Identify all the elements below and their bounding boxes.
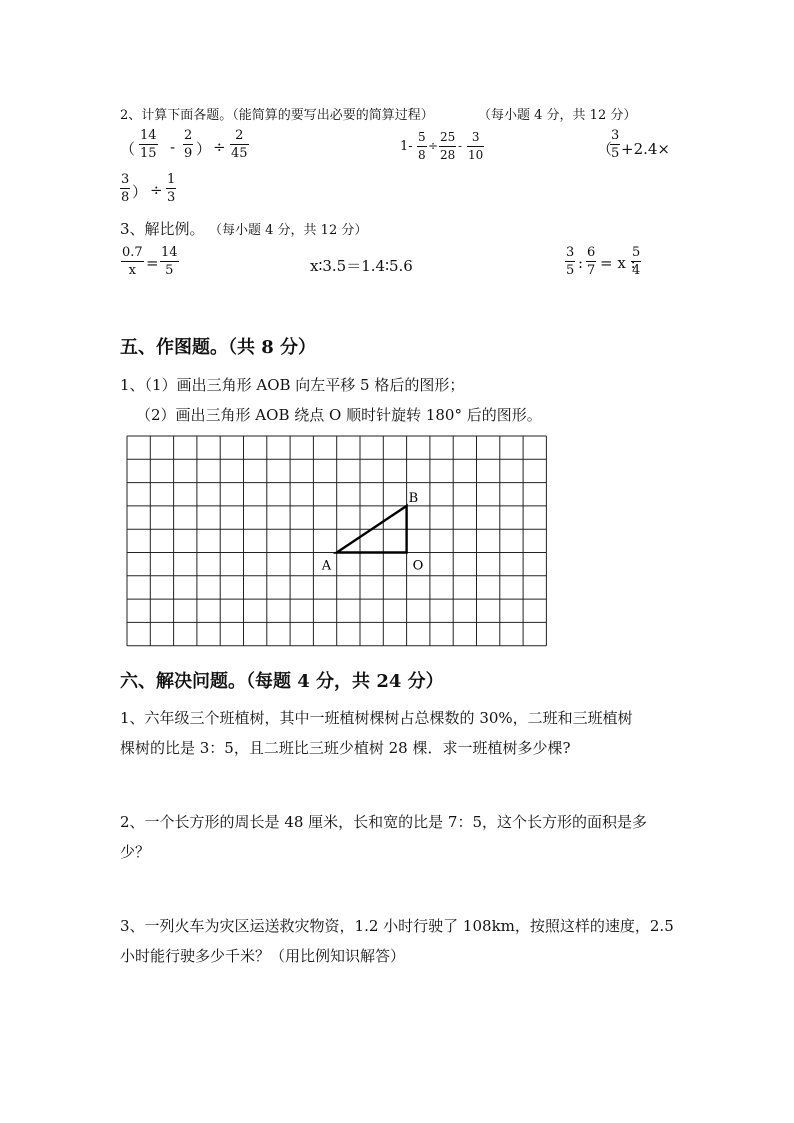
- divide-sign: ÷: [213, 138, 226, 156]
- fraction: 3 5: [566, 245, 575, 278]
- fraction: 6 7: [587, 245, 596, 278]
- point-label-a: A: [321, 558, 332, 574]
- section3-score: （每小题 4 分，共 12 分）: [209, 223, 368, 238]
- section6-q3-line2: 小时能行驶多少千米？（用比例知识解答）: [120, 947, 406, 965]
- open-paren: （: [120, 140, 136, 158]
- divide-sign: ÷: [150, 181, 163, 199]
- section6-q1-line2: 棵树的比是 3：5，且二班比三班少植树 28 棵．求一班植树多少棵?: [120, 739, 571, 757]
- section2-title: 2、计算下面各题。（能简算的要写出必要的简算过程）: [120, 108, 434, 123]
- equals-sign: =: [146, 254, 159, 272]
- minus-sign: -: [170, 138, 176, 156]
- section6-q3-line1: 3、一列火车为灾区运送救灾物资，1.2 小时行驶了 108km，按照这样的速度，2.5: [120, 917, 674, 935]
- equals-x-colon: = x :: [600, 254, 636, 272]
- section5-question-1: 1、（1）画出三角形 AOB 向左平移 5 格后的图形；: [120, 376, 465, 394]
- section5-heading: 五、作图题。（共 8 分）: [120, 337, 317, 358]
- section6-q1-line1: 1、六年级三个班植树，其中一班植树棵树占总棵数的 30%，二班和三班植树: [120, 709, 633, 727]
- fraction: 1 3: [167, 172, 176, 205]
- fraction: 5 8: [418, 130, 426, 162]
- fraction: 14 15: [140, 128, 157, 161]
- close-paren: ）: [196, 140, 212, 158]
- section6-q2-line1: 2、一个长方形的周长是 48 厘米，长和宽的比是 7：5，这个长方形的面积是多: [120, 813, 648, 831]
- section6-q2-line2: 少？: [120, 843, 151, 861]
- section6-heading: 六、解决问题。（每题 4 分，共 24 分）: [120, 671, 444, 692]
- minus-sign: -: [458, 139, 463, 153]
- section3-title: 3、解比例。: [120, 220, 205, 238]
- point-label-o: O: [412, 558, 424, 574]
- fraction: 3 10: [468, 130, 484, 162]
- point-label-b: B: [408, 490, 419, 506]
- fraction: 3 8: [121, 172, 130, 205]
- plus-times-term: +2.4×: [621, 140, 670, 158]
- fraction: 3 5: [611, 128, 620, 161]
- section2-score: （每小题 4 分，共 12 分）: [478, 108, 637, 123]
- grid-lines: [127, 436, 546, 646]
- fraction: 14 5: [161, 245, 178, 278]
- open-paren: （: [597, 140, 613, 158]
- close-paren: ）: [132, 183, 148, 201]
- fraction: 25 28: [440, 130, 456, 162]
- fraction: 5 4: [632, 245, 641, 278]
- section5-question-2: （2）画出三角形 AOB 绕点 O 顺时针旋转 180° 后的图形。: [136, 406, 542, 424]
- fraction: 0.7 x: [122, 245, 143, 278]
- fraction: 2 45: [231, 128, 248, 161]
- section3-problem-2: x∶3.5＝1.4∶5.6: [310, 257, 413, 275]
- divide-sign: ÷: [428, 139, 439, 153]
- colon-sign: :: [578, 254, 584, 272]
- fraction: 2 9: [184, 128, 193, 161]
- lead-one-minus: 1-: [400, 139, 413, 154]
